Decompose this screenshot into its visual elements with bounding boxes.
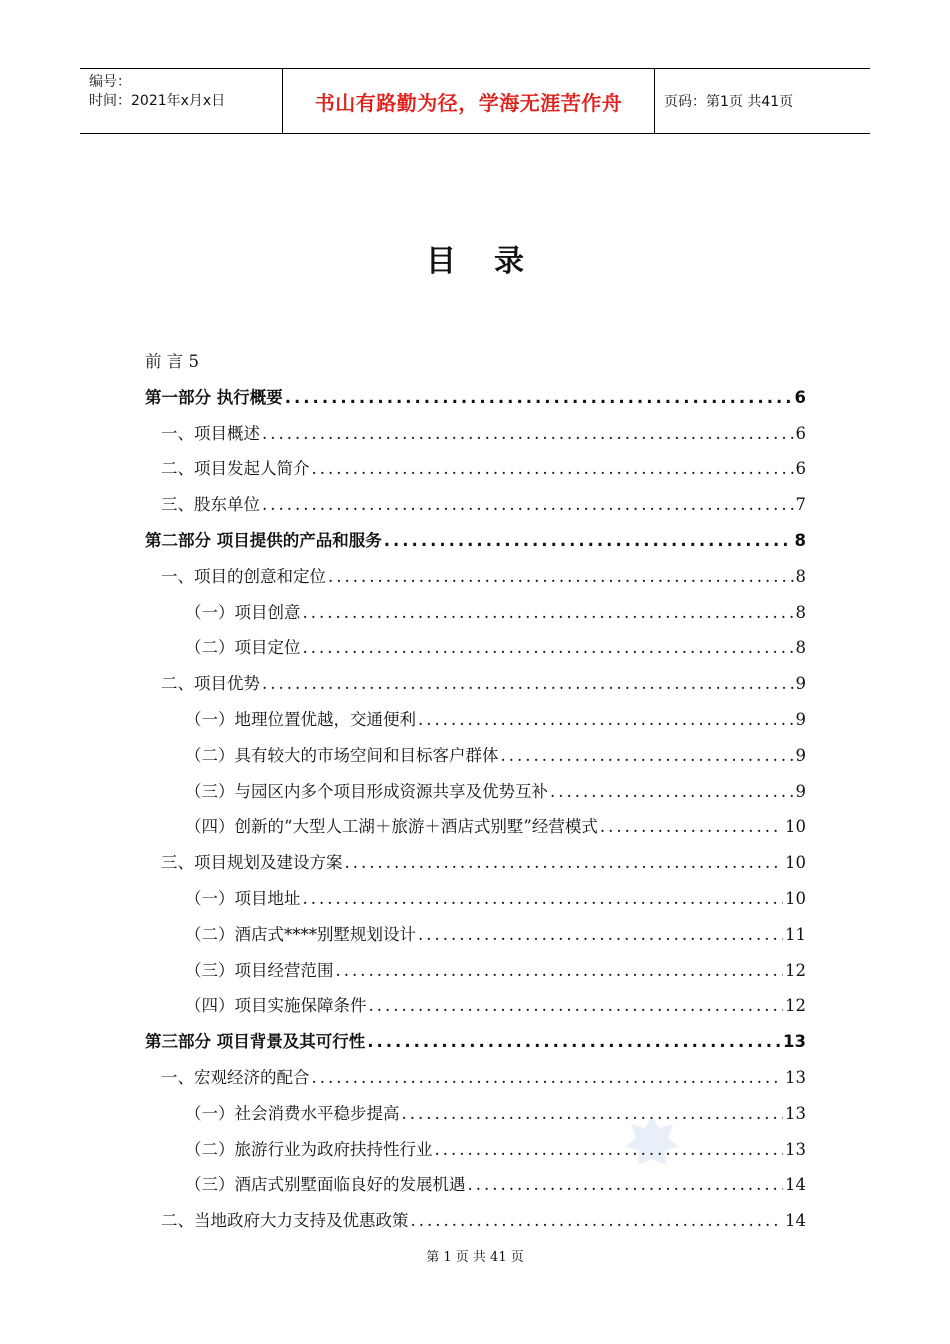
toc-entry-label: （三）酒店式别墅面临良好的发展机遇 [185,1175,466,1195]
header-time: 时间：2021年x月x日 [89,93,226,109]
toc-entry-label: （三）与园区内多个项目形成资源共享及优势互补 [185,781,548,801]
toc-entry[interactable] [145,992,806,1028]
toc-entry[interactable] [145,813,806,849]
toc-entry-page: 13 [785,1103,806,1123]
toc-entry-page: 11 [785,924,806,944]
toc-entry-page: 6 [795,423,806,443]
page-footer: 第 1 页 共 41 页 [426,1250,524,1265]
toc-leader-dots [550,782,794,801]
toc-entry-label: 一、项目概述 [161,423,260,443]
toc-leader-dots [303,889,784,908]
toc-leader-dots [435,1140,784,1159]
toc-entry[interactable] [145,384,806,420]
toc-entry[interactable] [145,1136,806,1172]
toc-entry-page: 13 [783,1032,806,1052]
toc-leader-dots [468,1175,784,1194]
toc-entry[interactable] [145,1207,806,1243]
toc-entry[interactable] [145,491,806,527]
toc-entry[interactable] [145,706,806,742]
toc-entry[interactable] [145,1100,806,1136]
toc-entry-page: 13 [785,1139,806,1159]
toc-entry-label: （一）项目创意 [185,602,301,622]
toc-leader-dots [262,424,794,443]
toc-entry-page: 9 [795,781,806,801]
toc-entry-page: 10 [785,853,806,873]
toc-entry-label: （一）地理位置优越，交通便利 [185,709,416,729]
toc-entry[interactable] [145,634,806,670]
toc-entry-label: （四）项目实施保障条件 [185,996,367,1016]
toc-entry-label: 前 言 5 [145,352,199,371]
toc-entry-label: （三）项目经营范围 [185,960,334,980]
toc-leader-dots [418,710,794,729]
toc-leader-dots [262,495,794,514]
toc-leader-dots [312,1068,784,1087]
toc-entry-page: 12 [785,960,806,980]
toc-leader-dots [411,1211,784,1230]
toc-leader-dots [369,996,784,1015]
toc-entry-page: 8 [794,530,806,550]
toc-entry[interactable] [145,1028,806,1064]
toc-entry-label: 第三部分 项目背景及其可行性 [145,1032,366,1052]
toc-leader-dots [600,817,783,836]
toc-entry-label: （一）项目地址 [185,888,301,908]
toc-leader-dots [402,1104,784,1123]
page-header [80,68,870,134]
toc-entry[interactable] [145,527,806,563]
toc-entry-page: 8 [795,638,806,658]
toc-entry-label: （二）项目定位 [185,638,301,658]
toc-entry-label: 三、项目规划及建设方案 [161,853,343,873]
toc-entry[interactable] [145,1064,806,1100]
toc-entry-label: 一、宏观经济的配合 [161,1067,310,1087]
toc-entry[interactable] [145,1171,806,1207]
toc-entry-label: （二）酒店式****别墅规划设计 [185,924,416,944]
toc-entry-label: （一）社会消费水平稳步提高 [185,1103,400,1123]
toc-leader-dots [303,638,794,657]
toc-entry[interactable] [145,348,806,384]
toc-entry-label: 第二部分 项目提供的产品和服务 [145,530,382,550]
page-title: 目录 [426,244,562,279]
toc-leader-dots [336,961,784,980]
toc-leader-dots [418,925,783,944]
toc-entry-page: 6 [794,387,806,407]
toc-entry-label: （二）旅游行业为政府扶持性行业 [185,1139,433,1159]
header-page-info: 页码：第1页 共41页 [664,94,794,110]
toc-entry-page: 8 [795,566,806,586]
toc-entry-page: 13 [785,1067,806,1087]
toc-entry-page: 12 [785,996,806,1016]
table-of-contents [145,348,806,1243]
toc-entry-label: （二）具有较大的市场空间和目标客户群体 [185,745,499,765]
toc-entry-page: 6 [795,459,806,479]
toc-entry-page: 9 [795,745,806,765]
toc-entry-label: 二、项目优势 [161,674,260,694]
toc-entry-page: 10 [785,817,806,837]
toc-entry[interactable] [145,670,806,706]
toc-entry-page: 8 [795,602,806,622]
toc-leader-dots [384,531,793,550]
toc-leader-dots [303,603,794,622]
toc-entry-page: 14 [785,1175,806,1195]
toc-entry-page: 9 [795,709,806,729]
toc-leader-dots [501,746,794,765]
toc-entry[interactable] [145,778,806,814]
toc-entry-label: （四）创新的“大型人工湖＋旅游＋酒店式别墅”经营模式 [185,817,598,837]
toc-entry[interactable] [145,599,806,635]
toc-leader-dots [262,674,794,693]
toc-entry-page: 14 [785,1211,806,1231]
header-number: 编号： [89,74,131,90]
toc-entry[interactable] [145,455,806,491]
toc-leader-dots [345,853,784,872]
toc-entry-label: 第一部分 执行概要 [145,387,283,407]
toc-entry-label: 一、项目的创意和定位 [161,566,326,586]
toc-entry-page: 9 [795,674,806,694]
toc-entry-label: 二、项目发起人简介 [161,459,310,479]
toc-leader-dots [328,567,794,586]
header-motto: 书山有路勤为径，学海无涯苦作舟 [282,69,655,133]
toc-entry[interactable] [145,957,806,993]
toc-entry[interactable] [145,563,806,599]
toc-leader-dots [312,459,794,478]
toc-entry[interactable] [145,921,806,957]
toc-entry-page: 7 [795,495,806,515]
toc-entry-label: 三、股东单位 [161,495,260,515]
toc-entry[interactable] [145,420,806,456]
toc-entry-page: 10 [785,888,806,908]
toc-entry[interactable] [145,885,806,921]
toc-entry[interactable] [145,742,806,778]
toc-entry-label: 二、当地政府大力支持及优惠政策 [161,1211,409,1231]
header-meta [80,69,282,133]
toc-leader-dots [367,1032,781,1051]
toc-entry[interactable] [145,849,806,885]
toc-leader-dots [285,388,793,407]
